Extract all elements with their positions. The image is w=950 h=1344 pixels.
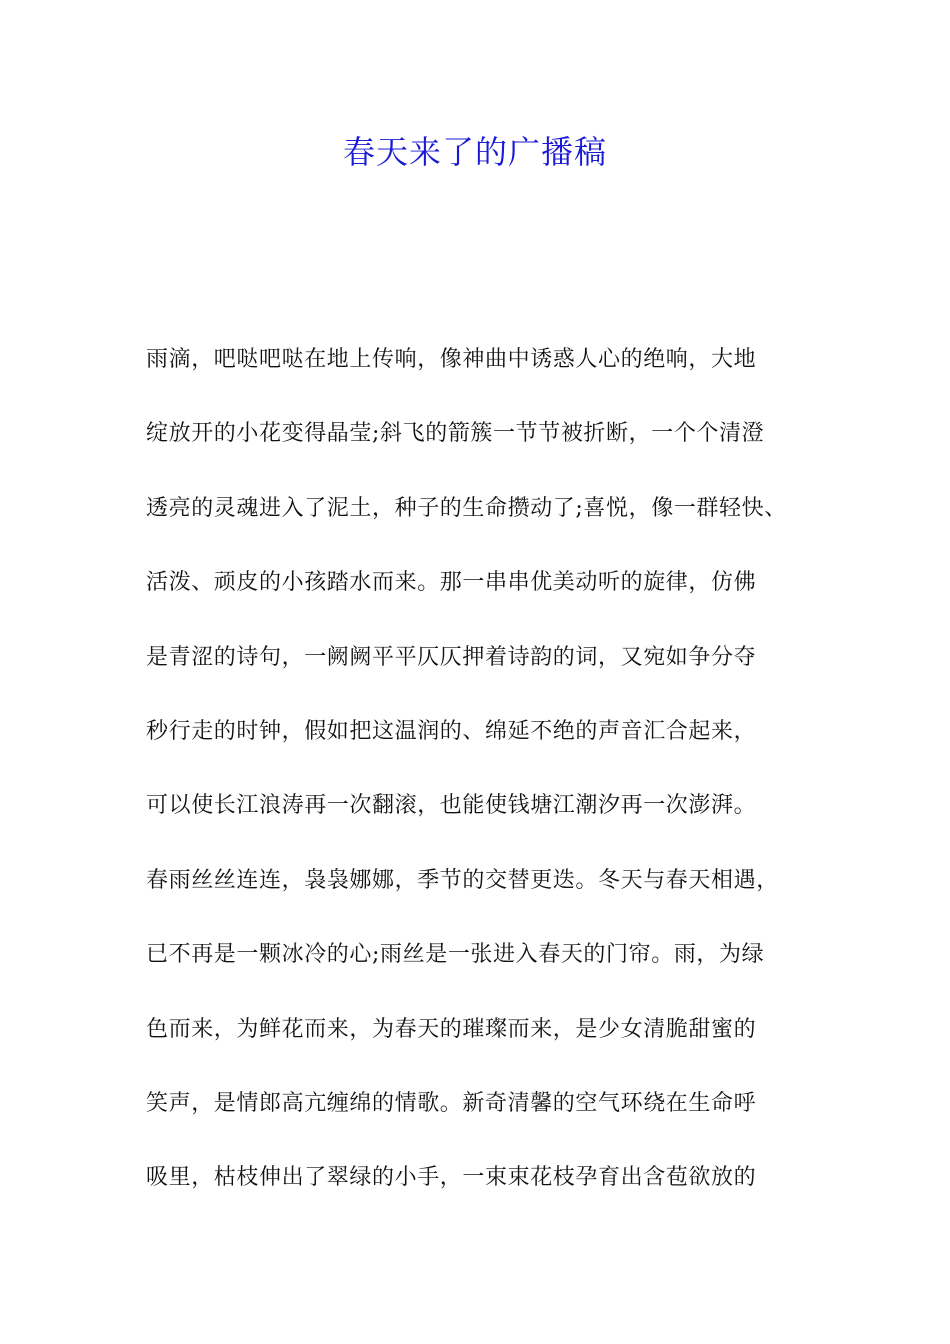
body-line: 秒行走的时钟，假如把这温润的、绵延不绝的声音汇合起来， xyxy=(146,718,757,744)
body-line: 吸里，枯枝伸出了翠绿的小手，一束束花枝孕育出含苞欲放的 xyxy=(146,1165,757,1191)
document-body xyxy=(146,338,836,1231)
body-line: 绽放开的小花变得晶莹;斜飞的箭簇一节节被折断，一个个清澄 xyxy=(146,421,765,447)
body-line: 已不再是一颗冰冷的心;雨丝是一张进入春天的门帘。雨，为绿 xyxy=(146,942,765,968)
document-title: 春天来了的广播稿 xyxy=(342,133,607,171)
body-line: 雨滴，吧哒吧哒在地上传响，像神曲中诱惑人心的绝响，大地 xyxy=(146,347,757,372)
body-line: 春雨丝丝连连，袅袅娜娜，季节的交替更迭。冬天与春天相遇， xyxy=(146,867,779,893)
body-line: 是青涩的诗句，一阙阙平平仄仄押着诗韵的词，又宛如争分夺 xyxy=(146,644,757,670)
body-line: 透亮的灵魂进入了泥土，种子的生命攒动了;喜悦，像一群轻快、 xyxy=(146,495,787,521)
body-line: 可以使长江浪涛再一次翻滚，也能使钱塘江潮汐再一次澎湃。 xyxy=(146,793,757,819)
body-line: 活泼、顽皮的小孩踏水而来。那一串串优美动听的旋律，仿佛 xyxy=(146,570,757,596)
body-line: 色而来，为鲜花而来，为春天的璀璨而来，是少女清脆甜蜜的 xyxy=(146,1016,757,1042)
body-line: 笑声，是情郎高亢缠绵的情歌。新奇清馨的空气环绕在生命呼 xyxy=(146,1090,757,1116)
